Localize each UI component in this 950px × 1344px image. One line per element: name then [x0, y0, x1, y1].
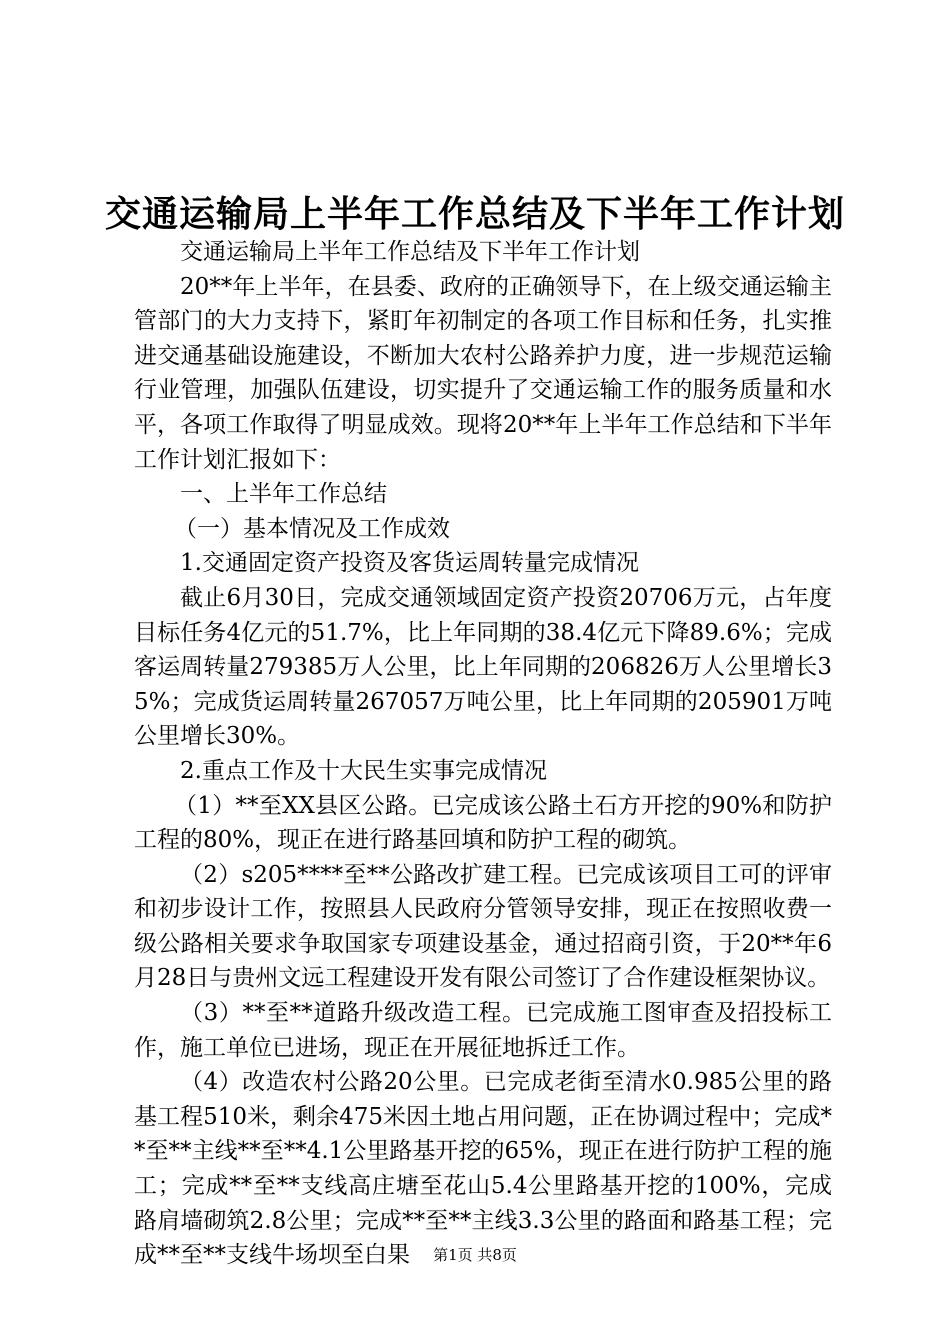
heading-subsection-1: （一）基本情况及工作成效	[174, 515, 450, 542]
heading-item-2: 2.重点工作及十大民生实事完成情况	[180, 757, 547, 784]
heading-section-1: 一、上半年工作总结	[180, 481, 387, 508]
paragraph-intro: 20**年上半年，在县委、政府的正确领导下，在上级交通运输主管部门的大力支持下，紧盯年初制定的各项工作目标和任务，扎实推进交通基础设施建设，不断加大农村公路养护力度，进一步规范运输行业管理，加强队伍建设，切实提升了交通运输工作的服务质量和水平，各项工作取得了明显成效。现将20**年上半年工作总结和下半年工作计划汇报如下：	[134, 273, 832, 473]
paragraph-project-4: （4）改造农村公路20公里。已完成老街至清水0.985公里的路基工程510米，剩余475米因土地占用问题，正在协调过程中；完成**至**主线**至**4.1公里路基开挖的65%，现正在进行防护工程的施工；完成**至**支线高庄塘至花山5.4公里路基开挖的100%，完成路肩墙砌筑2.8公里；完成**至**主线3.3公里的路面和路基工程；完成**至**支线牛场坝至白果	[134, 1069, 832, 1269]
page-footer: 第1页 共8页	[433, 1246, 517, 1264]
page-title: 交通运输局上半年工作总结及下半年工作计划	[104, 194, 845, 235]
paragraph-project-3: （3）**至**道路升级改造工程。已完成施工图审查及招投标工作，施工单位已进场，现正在开展征地拆迁工作。	[134, 1000, 832, 1061]
paragraph-project-1: （1）**至XX县区公路。已完成该公路土石方开挖的90%和防护工程的80%，现正在进行路基回填和防护工程的砌筑。	[134, 792, 832, 854]
heading-item-1: 1.交通固定资产投资及客货运周转量完成情况	[180, 550, 639, 577]
document-body	[134, 235, 832, 1273]
paragraph-investment: 截止6月30日，完成交通领域固定资产投资20706万元，占年度目标任务4亿元的51.7%，比上年同期的38.4亿元下降89.6%；完成客运周转量279385万人公里，比上年同期的206826万人公里增长35%；完成货运周转量267057万吨公里，比上年同期的205901万吨公里增长30%。	[134, 584, 832, 750]
paragraph-project-2: （2）s205****至**公路改扩建工程。已完成该项目工可的评审和初步设计工作，按照县人民政府分管领导安排，现正在按照收费一级公路相关要求争取国家专项建设基金，通过招商引资，于20**年6月28日与贵州文远工程建设开发有限公司签订了合作建设框架协议。	[134, 861, 832, 992]
paragraph-subtitle: 交通运输局上半年工作总结及下半年工作计划	[180, 239, 640, 265]
